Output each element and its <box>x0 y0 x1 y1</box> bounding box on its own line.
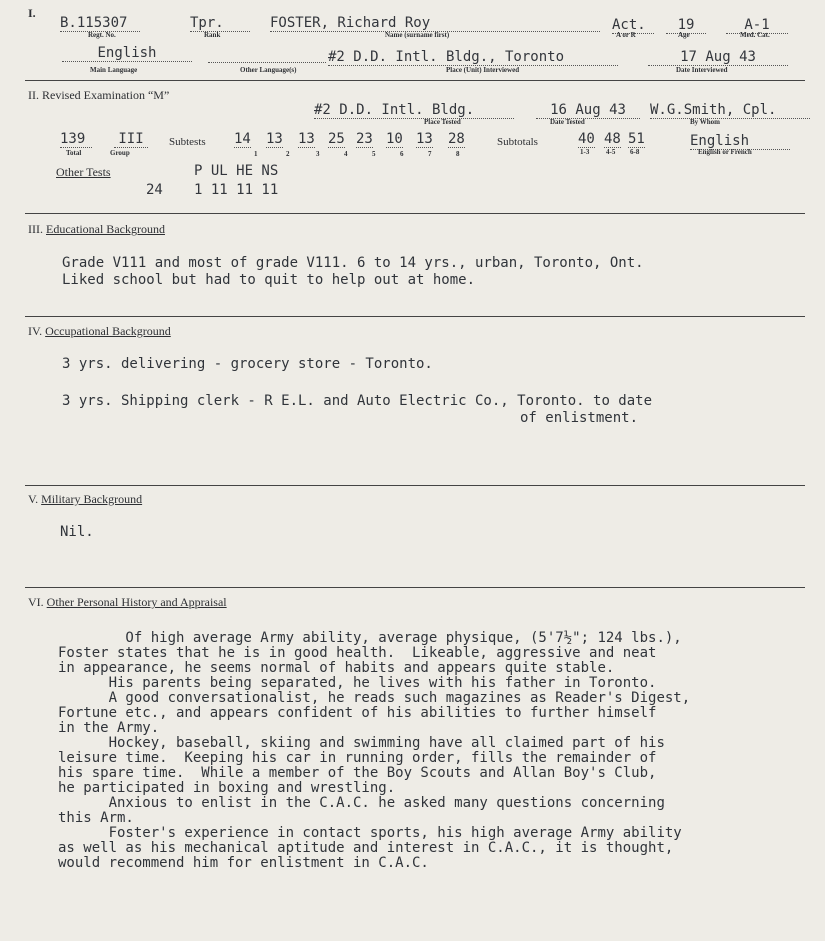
appraisal-line: leisure time. Keeping his car in running order, fills the remainder of <box>58 750 657 766</box>
by-whom-value: W.G.Smith, Cpl. <box>650 102 810 119</box>
appraisal-line: Fortune etc., and appears confident of his abilities to further himself <box>58 705 657 721</box>
appraisal-line: Anxious to enlist in the C.A.C. he asked many questions concerning <box>58 795 665 811</box>
subtest-number: 4 <box>344 150 348 158</box>
subtest-number: 3 <box>316 150 320 158</box>
appraisal-line: Foster's experience in contact sports, his high average Army ability <box>58 825 682 841</box>
main-language-caption: Main Language <box>90 66 138 74</box>
date-tested-value: 16 Aug 43 <box>536 102 640 119</box>
subtotal-caption: 4-5 <box>606 148 616 156</box>
divider <box>25 485 805 486</box>
subtest-score: 13 <box>416 131 433 147</box>
place-tested-value: #2 D.D. Intl. Bldg. <box>314 102 514 119</box>
divider <box>25 587 805 588</box>
subtotal-caption: 1-3 <box>580 148 590 156</box>
other-language-caption: Other Language(s) <box>240 66 297 74</box>
name-value: FOSTER, Richard Roy <box>270 15 600 32</box>
subtest-score: 13 <box>266 131 283 147</box>
date-interviewed-value: 17 Aug 43 <box>648 49 788 66</box>
appraisal-line: in the Army. <box>58 720 160 736</box>
section-4-heading <box>28 324 171 339</box>
military-background-text: Nil. <box>60 524 94 540</box>
language-tested-caption: English or French <box>698 148 752 156</box>
other-tests-extra: 24 <box>146 182 163 198</box>
med-cat-value: A-1 <box>726 17 788 34</box>
regt-no-value: B.115307 <box>60 15 140 32</box>
education-line: Grade V111 and most of grade V111. 6 to 14 yrs., urban, Toronto, Ont. <box>62 255 644 271</box>
education-line: Liked school but had to quit to help out at home. <box>62 272 476 288</box>
appraisal-line: Hockey, baseball, skiing and swimming have all claimed part of his <box>58 735 665 751</box>
subtotals-label: Subtotals <box>497 136 538 148</box>
occupation-line: of enlistment. <box>520 410 639 426</box>
section-5-title: Military Background <box>41 492 143 506</box>
section-3-number: III. <box>28 222 43 236</box>
subtest-number: 8 <box>456 150 460 158</box>
other-tests-header: P UL HE NS <box>194 163 279 179</box>
section-6-number: VI. <box>28 595 44 609</box>
appraisal-line: Of high average Army ability, average physique, (5'7½"; 124 lbs.), <box>58 630 682 646</box>
subtest-number: 7 <box>428 150 432 158</box>
total-score-value: 139 <box>60 131 92 148</box>
section-2-heading: II. Revised Examination “M” <box>28 88 170 102</box>
place-interviewed-caption: Place (Unit) Interviewed <box>446 66 520 74</box>
subtest-score: 10 <box>386 131 403 147</box>
med-cat-caption: Med. Cat. <box>740 31 770 39</box>
subtest-number: 5 <box>372 150 376 158</box>
date-interviewed-caption: Date Interviewed <box>676 66 728 74</box>
subtest-score: 13 <box>298 131 315 147</box>
by-whom-caption: By Whom <box>690 118 721 126</box>
regt-no-caption: Regt. No. <box>88 31 116 39</box>
age-value: 19 <box>666 17 706 34</box>
other-tests-values: 1 11 11 11 <box>194 182 279 198</box>
place-tested-caption: Place Tested <box>424 118 461 126</box>
appraisal-line: would recommend him for enlistment in C.A.C. <box>58 855 429 871</box>
total-caption: Total <box>66 149 82 157</box>
subtotal-caption: 6-8 <box>630 148 640 156</box>
section-6-heading <box>28 595 227 610</box>
appraisal-line: this Arm. <box>58 810 134 826</box>
divider <box>25 316 805 317</box>
section-3-title: Educational Background <box>46 222 165 236</box>
appraisal-paragraph <box>58 631 690 871</box>
section-4-title: Occupational Background <box>45 324 171 338</box>
appraisal-line: His parents being separated, he lives with his father in Toronto. <box>58 675 657 691</box>
name-caption: Name (surname first) <box>385 31 450 39</box>
subtest-score: 28 <box>448 131 465 147</box>
divider <box>25 213 805 214</box>
appraisal-line: Foster states that he is in good health. Likeable, aggressive and neat <box>58 645 657 661</box>
section-6-title: Other Personal History and Appraisal <box>46 595 227 609</box>
place-interviewed-value: #2 D.D. Intl. Bldg., Toronto <box>328 49 618 66</box>
date-tested-caption: Date Tested <box>550 118 585 126</box>
act-value: Act. <box>612 17 654 34</box>
subtest-number: 2 <box>286 150 290 158</box>
section-3-heading <box>28 222 165 237</box>
other-tests-label: Other Tests <box>56 165 111 179</box>
language-tested-value: English <box>690 133 790 150</box>
section-4-number: IV. <box>28 324 43 338</box>
subtest-score: 14 <box>234 131 251 147</box>
appraisal-line: A good conversationalist, he reads such magazines as Reader's Digest, <box>58 690 691 706</box>
subtotal-value: 48 <box>604 131 621 147</box>
appraisal-line: his spare time. While a member of the Boy Scouts and Allan Boy's Club, <box>58 765 657 781</box>
appraisal-line: in appearance, he seems normal of habits and appears quite stable. <box>58 660 615 676</box>
divider <box>25 80 805 81</box>
subtotal-value: 51 <box>628 131 645 147</box>
subtotal-value: 40 <box>578 131 595 147</box>
appraisal-line: he participated in boxing and wrestling. <box>58 780 396 796</box>
subtest-score: 23 <box>356 131 373 147</box>
occupation-line: 3 yrs. Shipping clerk - R E.L. and Auto Electric Co., Toronto. to date <box>62 393 653 409</box>
occupation-line: 3 yrs. delivering - grocery store - Toronto. <box>62 356 433 372</box>
age-caption: Age <box>678 31 690 39</box>
subtest-number: 6 <box>400 150 404 158</box>
section-1-number: I. <box>28 6 36 20</box>
subtest-score: 25 <box>328 131 345 147</box>
group-value: III <box>114 131 148 148</box>
group-caption: Group <box>110 149 130 157</box>
main-language-value: English <box>62 45 192 62</box>
other-language-line <box>208 62 326 63</box>
act-caption: A or R <box>616 31 636 39</box>
subtest-number: 1 <box>254 150 258 158</box>
subtests-label: Subtests <box>169 136 206 148</box>
section-5-number: V. <box>28 492 39 506</box>
rank-value: Tpr. <box>190 15 250 32</box>
section-5-heading <box>28 492 142 507</box>
rank-caption: Rank <box>204 31 221 39</box>
appraisal-line: as well as his mechanical aptitude and interest in C.A.C., it is thought, <box>58 840 674 856</box>
